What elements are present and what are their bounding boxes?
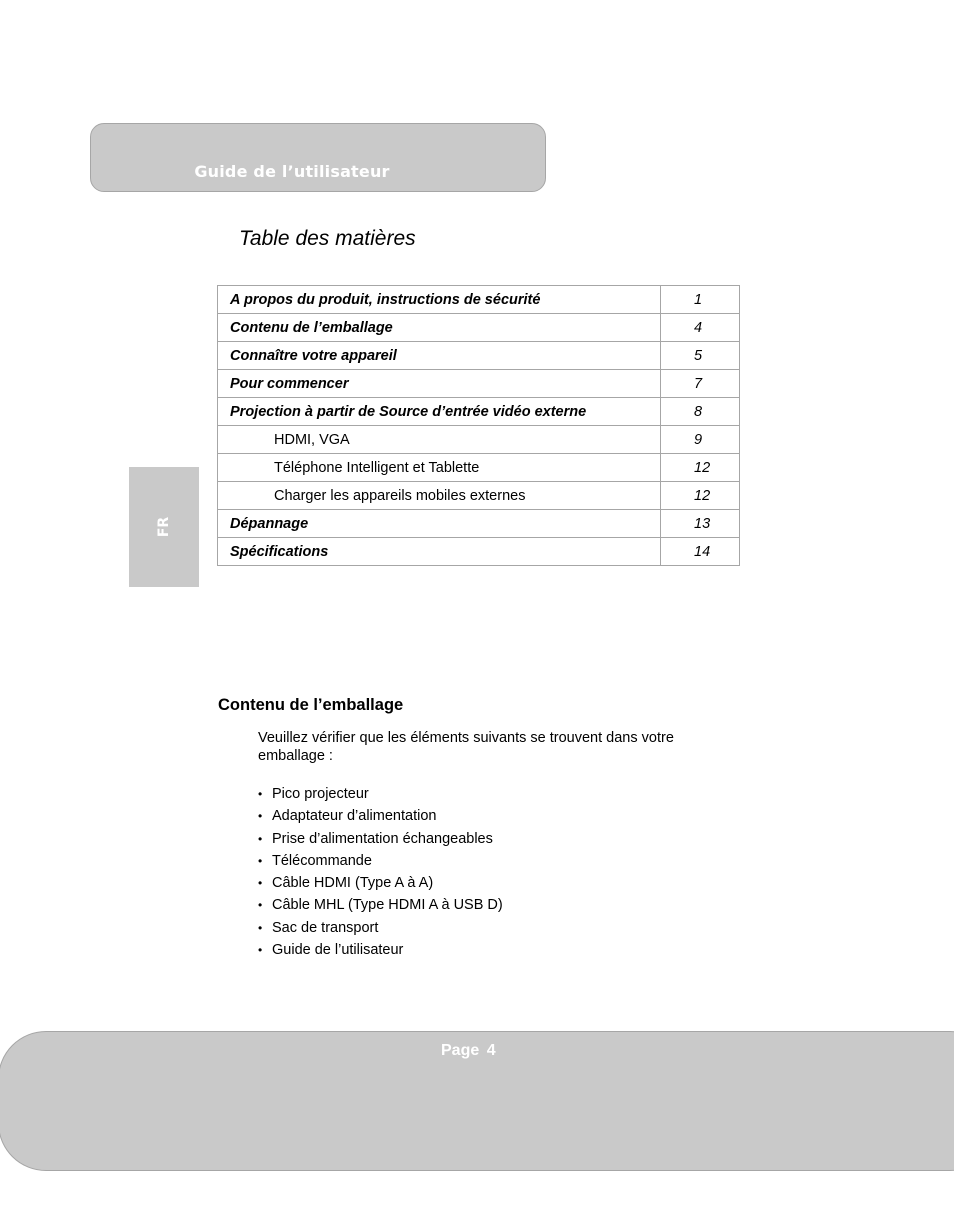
bullet-icon: •	[258, 853, 263, 868]
list-item-text: Câble HDMI (Type A à A)	[272, 875, 434, 892]
list-item-text: Prise d’alimentation échangeables	[272, 830, 493, 847]
toc-entry-page: 7	[661, 370, 740, 398]
toc-entry-page: 8	[661, 398, 740, 426]
list-item	[258, 895, 503, 917]
page-number: Page 4	[441, 1042, 496, 1059]
list-item	[258, 806, 503, 828]
list-item	[258, 829, 503, 851]
toc-table	[217, 285, 740, 566]
toc-entry-page: 1	[661, 286, 740, 314]
toc-entry-title: A propos du produit, instructions de sécurité	[218, 286, 661, 314]
toc-row[interactable]	[218, 510, 740, 538]
toc-entry-title: Dépannage	[218, 510, 661, 538]
toc-subrow[interactable]	[218, 426, 740, 454]
list-item	[258, 940, 503, 962]
toc-subrow[interactable]	[218, 482, 740, 510]
toc-subentry-title: HDMI, VGA	[218, 426, 661, 454]
section-intro: Veuillez vérifier que les éléments suivants se trouvent dans votre emballage :	[258, 730, 674, 764]
list-item-text: Adaptateur d’alimentation	[272, 808, 437, 825]
toc-row[interactable]	[218, 370, 740, 398]
section-heading: Contenu de l’emballage	[218, 696, 404, 714]
toc-row[interactable]	[218, 286, 740, 314]
toc-entry-page: 12	[661, 454, 740, 482]
list-item-text: Câble MHL (Type HDMI A à USB D)	[272, 897, 503, 914]
toc-row[interactable]	[218, 342, 740, 370]
list-item	[258, 851, 503, 873]
list-item-text: Pico projecteur	[272, 786, 369, 802]
list-item-text: Télécommande	[272, 852, 372, 869]
list-item	[258, 918, 503, 940]
bullet-icon: •	[258, 920, 263, 935]
toc-entry-page: 4	[661, 314, 740, 342]
toc-entry-title: Spécifications	[218, 538, 661, 566]
list-item	[258, 873, 503, 895]
toc-entry-title: Pour commencer	[218, 370, 661, 398]
bullet-icon: •	[258, 809, 263, 824]
toc-subentry-title: Charger les appareils mobiles externes	[218, 482, 661, 510]
document-title: Guide de l’utilisateur	[194, 162, 390, 181]
toc-subrow[interactable]	[218, 454, 740, 482]
toc-entry-page: 13	[661, 510, 740, 538]
bullet-icon: •	[258, 898, 263, 913]
toc-entry-page: 12	[661, 482, 740, 510]
list-item	[258, 784, 503, 806]
header-tab	[90, 123, 546, 192]
toc-row[interactable]	[218, 398, 740, 426]
bullet-icon: •	[258, 787, 263, 801]
toc-entry-page: 14	[661, 538, 740, 566]
toc-row[interactable]	[218, 314, 740, 342]
toc-entry-page: 5	[661, 342, 740, 370]
language-label: FR	[156, 516, 172, 538]
list-item-text: Guide de l’utilisateur	[272, 942, 404, 959]
toc-entry-page: 9	[661, 426, 740, 454]
package-contents-list	[258, 784, 503, 962]
bullet-icon: •	[258, 876, 263, 891]
toc-heading: Table des matières	[239, 227, 416, 250]
toc-subentry-title: Téléphone Intelligent et Tablette	[218, 454, 661, 482]
list-item-text: Sac de transport	[272, 919, 379, 936]
toc-entry-title: Connaître votre appareil	[218, 342, 661, 370]
toc-entry-title: Contenu de l’emballage	[218, 314, 661, 342]
toc-entry-title: Projection à partir de Source d’entrée vidéo externe	[218, 398, 661, 426]
bullet-icon: •	[258, 831, 263, 846]
toc-row[interactable]	[218, 538, 740, 566]
language-tab	[129, 467, 199, 587]
bullet-icon: •	[258, 943, 263, 958]
